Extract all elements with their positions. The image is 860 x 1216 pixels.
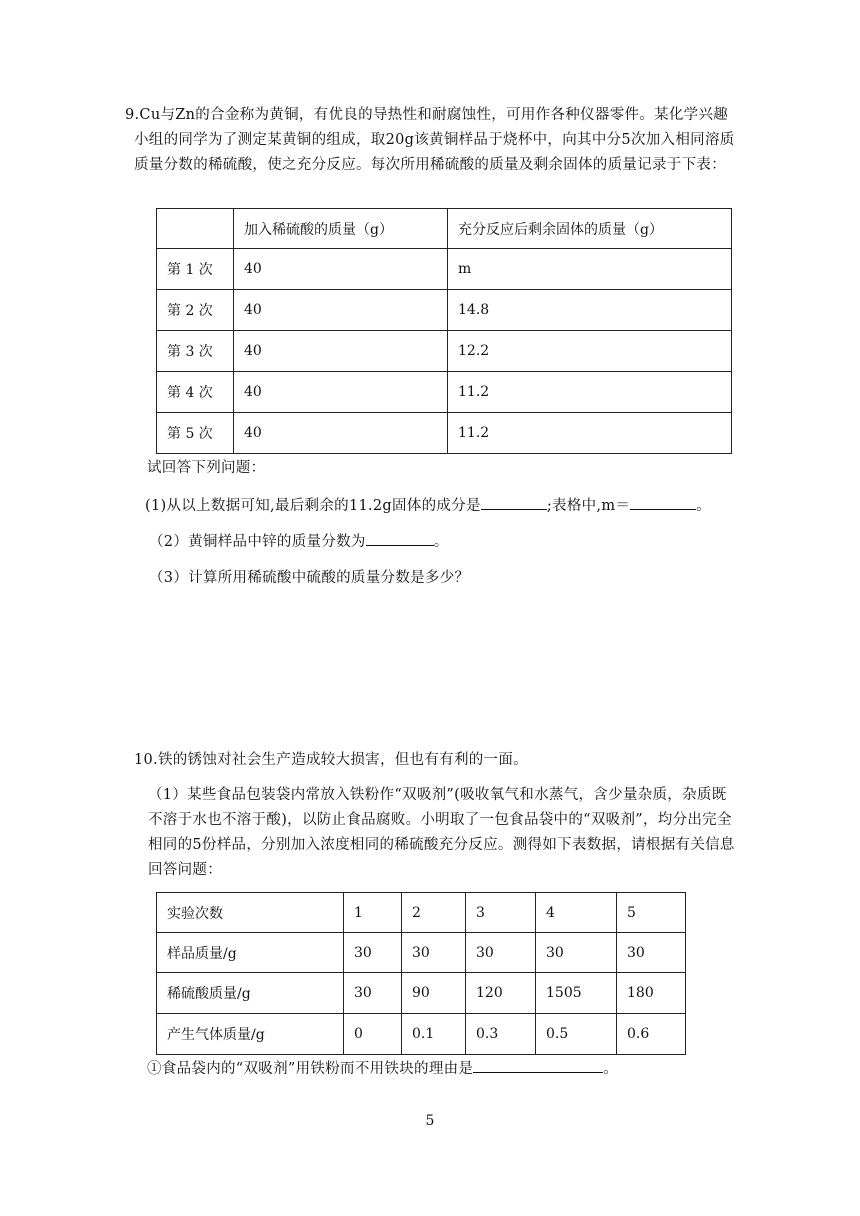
table-cell: 第 1 次 xyxy=(157,249,234,290)
table-cell: 30 xyxy=(536,933,617,973)
q9-sub2-text-b: 。 xyxy=(433,534,449,550)
q9-subquestion-3: （3）计算所用稀硫酸中硫酸的质量分数是多少？ xyxy=(149,570,470,586)
page-number: 5 xyxy=(425,1113,435,1129)
table-cell: m xyxy=(448,249,732,290)
table-row xyxy=(157,1014,686,1055)
q10-subquestion-1: （1）某些食品包装袋内常放入铁粉作“双吸剂”(吸收氧气和水蒸气，含少量杂质，杂质既不溶于水也不溶于酸)，以防止食品腐败。小明取了一包食品袋中的“双吸剂”，均分出完全相同的5份样品，分别加入浓度相同的稀硫酸充分反应。测得如下表数据，请根据有关信息回答问题： xyxy=(148,787,735,878)
table-cell: 0.5 xyxy=(536,1014,617,1055)
table-cell: 2 xyxy=(402,893,466,933)
table-cell: 120 xyxy=(466,973,536,1014)
q9-subquestion-2 xyxy=(149,530,449,551)
table-cell: 11.2 xyxy=(448,413,732,454)
q9-sub2-text-a: （2）黄铜样品中锌的质量分数为 xyxy=(149,534,366,550)
table-header-cell: 充分反应后剩余固体的质量（g） xyxy=(448,209,732,249)
table-cell: 0 xyxy=(344,1014,402,1055)
table-cell: 第 5 次 xyxy=(157,413,234,454)
answer-blank[interactable] xyxy=(481,495,547,510)
table-cell: 90 xyxy=(402,973,466,1014)
table-cell: 1505 xyxy=(536,973,617,1014)
table-cell: 30 xyxy=(466,933,536,973)
table-cell: 40 xyxy=(234,372,448,413)
table-cell: 第 3 次 xyxy=(157,331,234,372)
q9-prompt: 试回答下列问题： xyxy=(147,460,266,476)
table-cell: 4 xyxy=(536,893,617,933)
table-cell: 40 xyxy=(234,290,448,331)
q9-sub1-text-a: (1)从以上数据可知,最后剩余的11.2g固体的成分是 xyxy=(145,498,481,514)
q10-table xyxy=(156,892,686,1055)
table-row xyxy=(157,933,686,973)
table-cell: 40 xyxy=(234,413,448,454)
table-row xyxy=(157,249,732,290)
table-cell: 30 xyxy=(402,933,466,973)
q9-intro: 9.Cu与Zn的合金称为黄铜，有优良的导热性和耐腐蚀性，可用作各种仪器零件。某化学兴趣小组的同学为了测定某黄铜的组成，取20g该黄铜样品于烧杯中，向其中分5次加入相同溶质质量分数的稀硫酸，使之充分反应。每次所用稀硫酸的质量及剩余固体的质量记录于下表： xyxy=(125,107,735,173)
table-cell: 0.1 xyxy=(402,1014,466,1055)
table-cell: 产生气体质量/g xyxy=(157,1014,344,1055)
table-header-cell: 加入稀硫酸的质量（g） xyxy=(234,209,448,249)
q10-question-1 xyxy=(147,1057,618,1078)
table-cell: 40 xyxy=(234,249,448,290)
table-cell: 0.3 xyxy=(466,1014,536,1055)
table-header-row xyxy=(157,209,732,249)
q10-intro: 10.铁的锈蚀对社会生产造成较大损害，但也有有利的一面。 xyxy=(134,752,528,768)
table-row xyxy=(157,290,732,331)
table-cell: 3 xyxy=(466,893,536,933)
table-cell: 5 xyxy=(617,893,686,933)
table-cell: 180 xyxy=(617,973,686,1014)
answer-blank[interactable] xyxy=(366,531,434,546)
table-cell: 第 2 次 xyxy=(157,290,234,331)
table-row xyxy=(157,331,732,372)
table-header-cell xyxy=(157,209,234,249)
table-cell: 第 4 次 xyxy=(157,372,234,413)
table-cell: 1 xyxy=(344,893,402,933)
answer-blank[interactable] xyxy=(473,1058,603,1073)
table-cell: 11.2 xyxy=(448,372,732,413)
table-cell: 30 xyxy=(617,933,686,973)
table-cell: 30 xyxy=(344,973,402,1014)
table-cell: 40 xyxy=(234,331,448,372)
table-row xyxy=(157,973,686,1014)
table-cell: 30 xyxy=(344,933,402,973)
table-row xyxy=(157,372,732,413)
table-cell: 实验次数 xyxy=(157,893,344,933)
q10-q1-text-b: 。 xyxy=(603,1061,619,1077)
table-cell: 12.2 xyxy=(448,331,732,372)
q9-sub1-text-c: 。 xyxy=(696,498,711,514)
answer-blank[interactable] xyxy=(630,495,696,510)
table-row xyxy=(157,413,732,454)
table-cell: 14.8 xyxy=(448,290,732,331)
q9-table xyxy=(156,208,732,454)
q10-q1-text-a: ①食品袋内的“双吸剂”用铁粉而不用铁块的理由是 xyxy=(147,1061,474,1077)
table-cell: 稀硫酸质量/g xyxy=(157,973,344,1014)
q9-sub1-text-b: ;表格中,m＝ xyxy=(546,498,631,514)
q9-subquestion-1 xyxy=(145,494,711,515)
table-row xyxy=(157,893,686,933)
table-cell: 样品质量/g xyxy=(157,933,344,973)
table-cell: 0.6 xyxy=(617,1014,686,1055)
